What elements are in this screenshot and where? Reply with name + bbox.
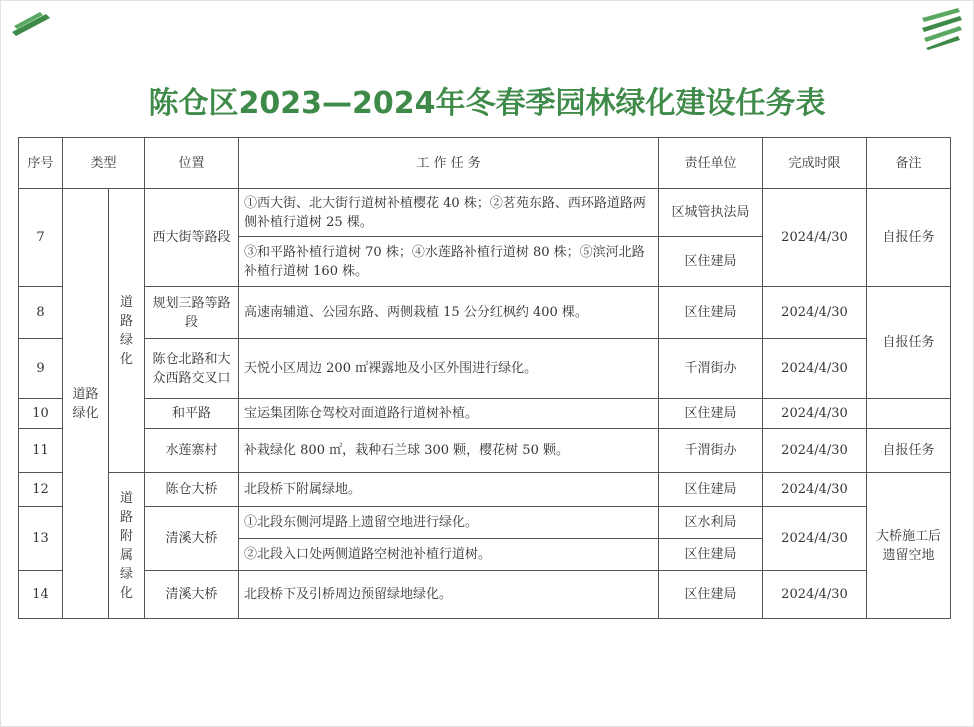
task-cell: ①西大街、北大街行道树补植樱花 40 株；②茗苑东路、西环路道路两侧补植行道树 25 棵。 [239,189,659,237]
unit-cell: 千渭街办 [659,429,763,473]
seq-cell: 14 [19,571,63,619]
table-row [19,339,951,399]
table-row [19,399,951,429]
unit-cell: 千渭街办 [659,339,763,399]
page-title: 陈仓区2023—2024年冬春季园林绿化建设任务表 [148,86,826,121]
unit-cell: 区住建局 [659,473,763,507]
deadline-cell: 2024/4/30 [763,287,867,339]
header-type: 类型 [63,138,145,189]
note-cell [867,399,951,429]
category-label: 道路绿化 [72,386,99,421]
task-cell: 补栽绿化 800 ㎡，栽种石兰球 300 颗，樱花树 50 颗。 [239,429,659,473]
deadline-cell: 2024/4/30 [763,473,867,507]
task-cell: ③和平路补植行道树 70 株；④水莲路补植行道树 80 株；⑤滨河北路补植行道树 160 株。 [239,237,659,287]
task-cell: 高速南辅道、公园东路、两侧栽植 15 公分红枫约 400 棵。 [239,287,659,339]
location-cell: 水莲寨村 [145,429,239,473]
note-label: 大桥施工后遗留空地 [876,528,942,563]
subcategory-label: 道路绿化 [119,294,133,367]
task-cell: ②北段入口处两侧道路空树池补植行道树。 [239,539,659,571]
seq-cell: 12 [19,473,63,507]
header-seq: 序号 [19,138,63,189]
subcategory-road-attached [109,473,145,619]
deadline-cell: 2024/4/30 [763,507,867,571]
subcategory-road-green [109,189,145,473]
deadline-cell: 2024/4/30 [763,399,867,429]
seq-cell: 11 [19,429,63,473]
subcategory-label: 道路附属绿化 [119,490,133,601]
task-table [18,137,951,619]
seq-cell: 10 [19,399,63,429]
header-note: 备注 [867,138,951,189]
unit-cell: 区住建局 [659,399,763,429]
table-row [19,507,951,539]
category-road-green [63,189,109,619]
seq-cell: 9 [19,339,63,399]
deadline-cell: 2024/4/30 [763,189,867,287]
table-row [19,287,951,339]
task-cell: 北段桥下附属绿地。 [239,473,659,507]
unit-cell: 区住建局 [659,571,763,619]
seq-cell: 7 [19,189,63,287]
deadline-cell: 2024/4/30 [763,429,867,473]
deadline-cell: 2024/4/30 [763,571,867,619]
task-cell: 北段桥下及引桥周边预留绿地绿化。 [239,571,659,619]
note-cell: 自报任务 [867,287,951,399]
table-row [19,571,951,619]
unit-cell: 区住建局 [659,237,763,287]
location-cell: 和平路 [145,399,239,429]
location-cell: 西大街等路段 [145,189,239,287]
unit-cell: 区住建局 [659,287,763,339]
unit-cell: 区住建局 [659,539,763,571]
header-deadline: 完成时限 [763,138,867,189]
seq-cell: 8 [19,287,63,339]
location-cell: 清溪大桥 [145,571,239,619]
note-cell: 自报任务 [867,429,951,473]
location-cell: 清溪大桥 [145,507,239,571]
location-cell: 规划三路等路段 [145,287,239,339]
deadline-cell: 2024/4/30 [763,339,867,399]
unit-cell: 区水利局 [659,507,763,539]
location-cell: 陈仓大桥 [145,473,239,507]
location-cell: 陈仓北路和大众西路交叉口 [145,339,239,399]
table-row [19,473,951,507]
table-row [19,189,951,237]
task-cell: 天悦小区周边 200 ㎡裸露地及小区外围进行绿化。 [239,339,659,399]
table-row [19,429,951,473]
task-cell: ①北段东侧河堤路上遗留空地进行绿化。 [239,507,659,539]
header-location: 位置 [145,138,239,189]
leaf-stripes-icon [10,8,52,38]
table-header-row [19,138,951,189]
note-cell [867,473,951,619]
header-unit: 责任单位 [659,138,763,189]
note-cell: 自报任务 [867,189,951,287]
seq-cell: 13 [19,507,63,571]
task-cell: 宝运集团陈仓驾校对面道路行道树补植。 [239,399,659,429]
leaf-stripes-icon [918,6,964,50]
header-task: 工 作 任 务 [239,138,659,189]
unit-cell: 区城管执法局 [659,189,763,237]
